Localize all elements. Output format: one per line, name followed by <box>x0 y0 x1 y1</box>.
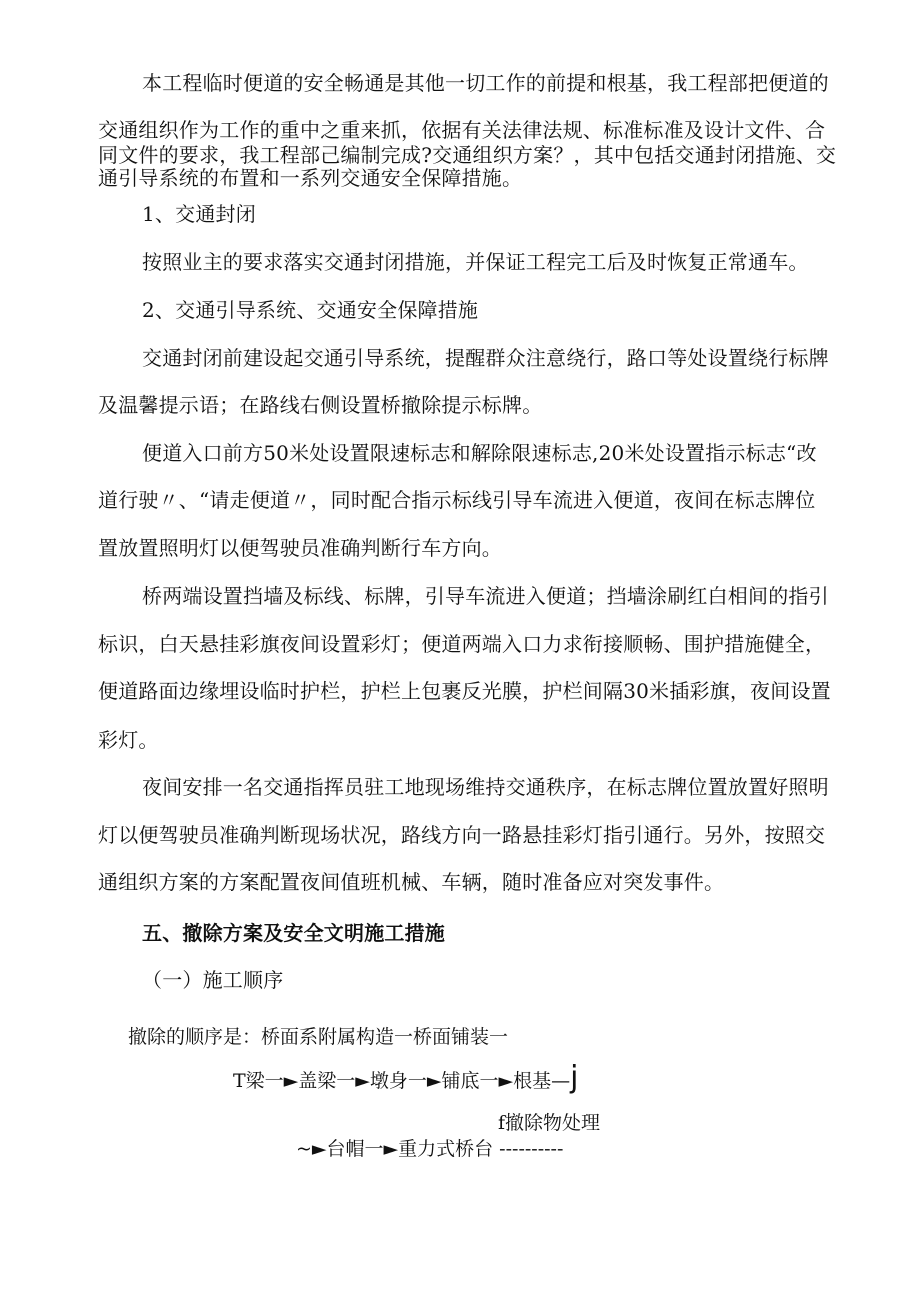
flow-line-2 <box>233 1060 579 1095</box>
section-title: 五、撤除方案及安全文明施工措施 <box>142 921 445 945</box>
paragraph-guidance-line-1: 交通封闭前建设起交通引导系统，提醒群众注意绕行，路口等处设置绕行标牌 <box>142 346 829 370</box>
paragraph-barrier-line-3: 便道路面边缘埋设临时护栏，护栏上包裹反光膜，护栏间隔30米插彩旗，夜间设置 <box>98 679 831 703</box>
paragraph-signs-line-3: 置放置照明灯以便驾驶员准确判断行车方向。 <box>98 536 502 560</box>
heading-traffic-closure: 1、交通封闭 <box>142 202 256 226</box>
paragraph-barrier-line-2: 标识，白天悬挂彩旗夜间设置彩灯；便道两端入口力求衔接顺畅、围护措施健全， <box>98 632 826 656</box>
flow-line-4: ~►台帽一►重力式桥台 ---------- <box>296 1138 564 1160</box>
paragraph-signs-line-1: 便道入口前方50米处设置限速标志和解除限速标志,20米处设置指示标志“改 <box>142 441 817 465</box>
flow-line-3: f撤除物处理 <box>498 1112 601 1134</box>
intro-line-3: 同文件的要求，我工程部己编制完成?交通组织方案？，其中包括交通封闭措施、交 <box>98 143 837 167</box>
flow-line-2-end: j <box>570 1060 579 1095</box>
intro-line-2: 交通组织作为工作的重中之重来抓，依据有关法律法规、标准标准及设计文件、合 <box>98 118 826 142</box>
intro-line-1: 本工程临时便道的安全畅通是其他一切工作的前提和根基，我工程部把便道的 <box>142 71 829 95</box>
sub-title: （一）施工顺序 <box>142 968 284 992</box>
flow-line-1: 撤除的顺序是：桥面系附属构造一桥面铺装一 <box>128 1026 509 1048</box>
paragraph-night-line-2: 灯以便驾驶员准确判断现场状况，路线方向一路悬挂彩灯指引通行。另外，按照交 <box>98 823 826 847</box>
heading-guidance-system: 2、交通引导系统、交通安全保障措施 <box>142 298 479 322</box>
paragraph-barrier-line-4: 彩灯。 <box>98 728 159 752</box>
paragraph-night-line-1: 夜间安排一名交通指挥员驻工地现场维持交通秩序，在标志牌位置放置好照明 <box>142 775 829 799</box>
paragraph-closure: 按照业主的要求落实交通封闭措施，并保证工程完工后及时恢复正常通车。 <box>142 250 809 274</box>
flow-line-2-text: T梁一►盖梁一►墩身一►铺底一►根基— <box>233 1070 571 1092</box>
paragraph-barrier-line-1: 桥两端设置挡墙及标线、标牌，引导车流进入便道；挡墙涂刷红白相间的指引 <box>142 584 829 608</box>
intro-line-4: 通引导系统的布置和一系列交通安全保障措施。 <box>98 166 523 190</box>
paragraph-guidance-line-2: 及温馨提示语；在路线右侧设置桥撤除提示标牌。 <box>98 393 543 417</box>
paragraph-signs-line-2: 道行驶〃、“请走便道〃，同时配合指示标线引导车流进入便道，夜间在标志牌位 <box>98 488 816 512</box>
paragraph-night-line-3: 通组织方案的方案配置夜间值班机械、车辆，随时准备应对突发事件。 <box>98 870 725 894</box>
